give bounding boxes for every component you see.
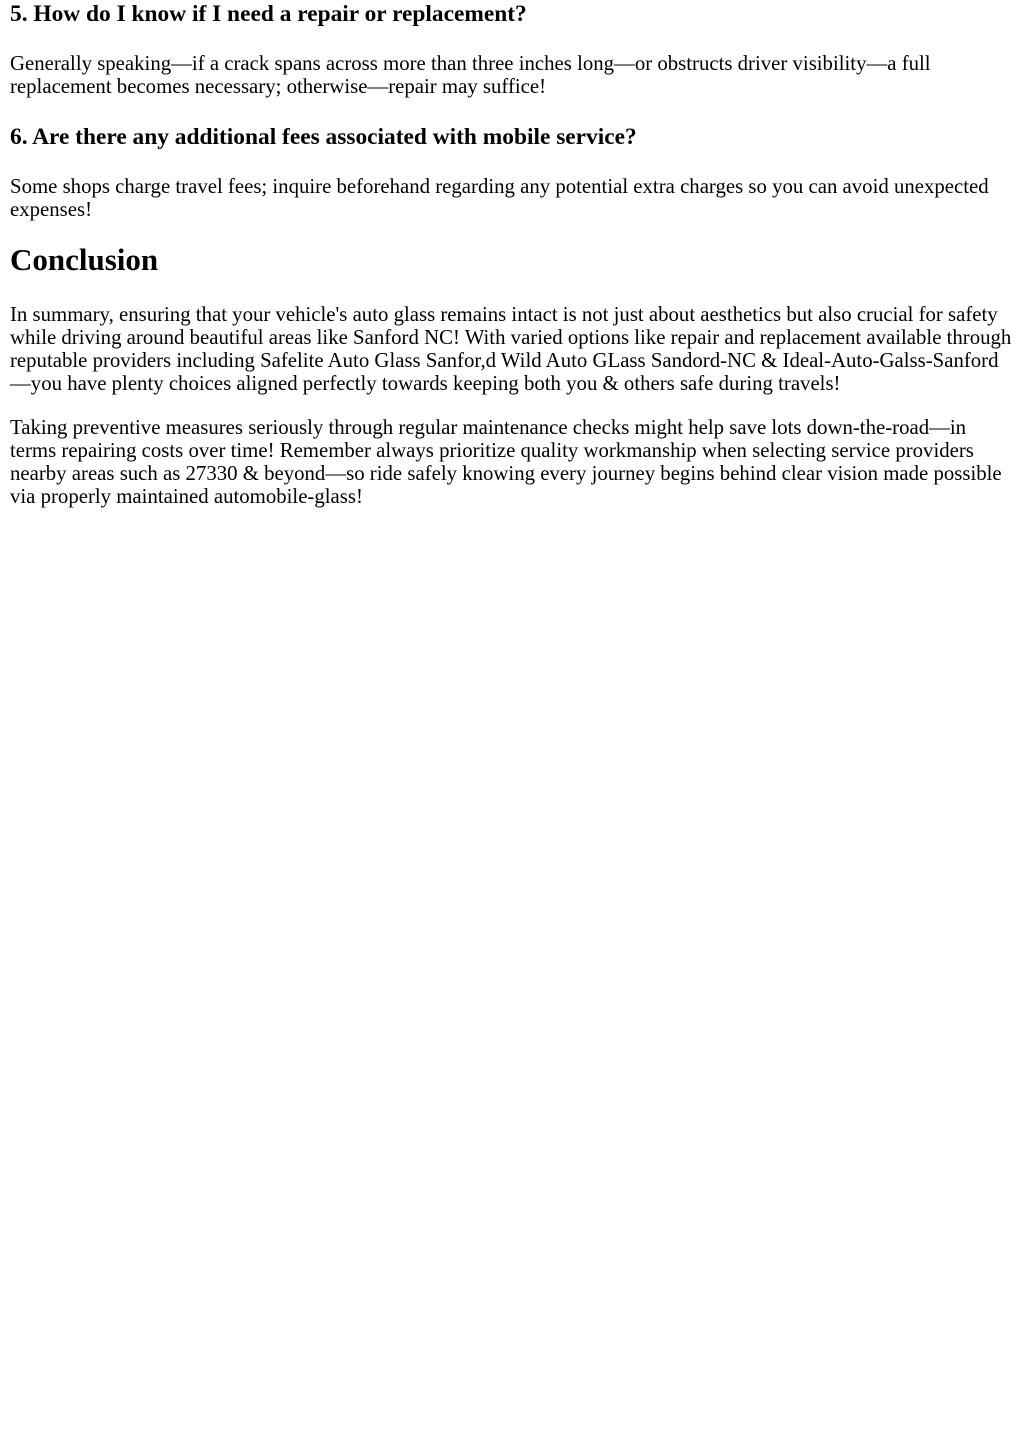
conclusion-heading: Conclusion — [10, 242, 159, 277]
conclusion-paragraph-2: Taking preventive measures seriously through regular maintenance checks might help save lots down-the-road—in terms repairing costs over time! Remember always prioritize quality workmanship when selecting service providers nearby areas such as 27330 & beyond—so ride safely knowing every journey begins behind clear vision made possible via properly maintained automobile-glass! — [10, 416, 1002, 508]
faq-answer-6: Some shops charge travel fees; inquire beforehand regarding any potential extra charges so you can avoid unexpected expenses! — [10, 175, 989, 221]
faq-question-6: 6. Are there any additional fees associated with mobile service? — [10, 124, 637, 150]
article-content — [0, 1, 1024, 508]
conclusion-paragraph-1: In summary, ensuring that your vehicle's auto glass remains intact is not just about aesthetics but also crucial for safety while driving around beautiful areas like Sanford NC! With varied options like repair and replacement available through reputable providers including Safelite Auto Glass Sanfor,d Wild Auto GLass Sandord-NC & Ideal-Auto-Galss-Sanford—you have plenty choices aligned perfectly towards keeping both you & others safe during travels! — [10, 303, 1012, 395]
faq-question-5: 5. How do I know if I need a repair or replacement? — [10, 1, 527, 27]
faq-answer-5: Generally speaking—if a crack spans across more than three inches long—or obstructs driver visibility—a full replacement becomes necessary; otherwise—repair may suffice! — [10, 52, 931, 98]
